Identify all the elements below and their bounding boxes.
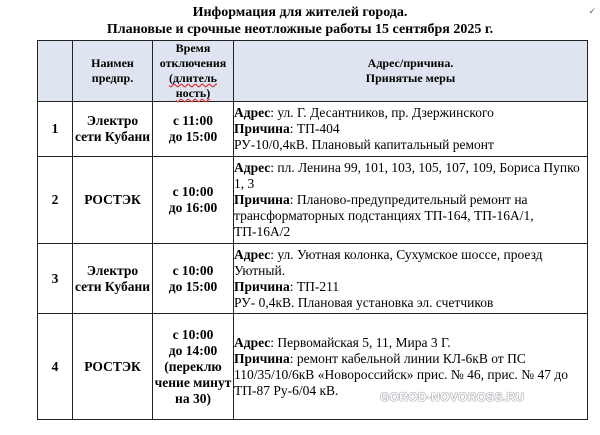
row-outage-time xyxy=(153,314,234,420)
address-text: : ул. Уютная колонка, Сухумское шоссе, проезд Уютный. xyxy=(234,246,543,278)
address-label: Адрес xyxy=(234,160,271,175)
reason-label: Причина xyxy=(234,121,290,136)
time-header-line3: (длитель ность) xyxy=(168,71,217,100)
row-organization: Электро сети Кубани xyxy=(73,102,153,157)
time-extra: (переклю чение минут на 30) xyxy=(154,358,232,406)
row-details xyxy=(234,102,588,157)
time-to: до 16:00 xyxy=(168,200,218,215)
row-number: 3 xyxy=(38,244,73,314)
details-header-line2: Принятые меры xyxy=(365,71,456,85)
time-to: до 15:00 xyxy=(168,129,218,144)
time-to: до 14:00 xyxy=(168,342,218,358)
row-details xyxy=(234,244,588,314)
row-details xyxy=(234,157,588,244)
measures-text: РУ- 0,4кВ. Плановая установка эл. счетчиков xyxy=(234,294,494,310)
row-organization: РОСТЭК xyxy=(73,314,153,420)
reason-label: Причина xyxy=(234,192,290,207)
table-row xyxy=(38,102,588,157)
address-label: Адрес xyxy=(234,105,271,120)
row-outage-time xyxy=(153,157,234,244)
corner-checkmark-icon: ✓ xyxy=(588,6,596,16)
works-table xyxy=(37,40,588,420)
header-subtitle: Плановые и срочные неотложные работы 15 сентября 2025 г. xyxy=(106,22,494,37)
time-to: до 15:00 xyxy=(168,278,218,294)
time-from: с 10:00 xyxy=(172,184,214,199)
time-from: с 10:00 xyxy=(172,262,214,278)
table-row xyxy=(38,244,588,314)
reason-label: Причина xyxy=(234,350,290,366)
row-organization: РОСТЭК xyxy=(73,157,153,244)
address-text: : пл. Ленина 99, 101, 103, 105, 107, 109, Бориса Пупко 1, 3 xyxy=(234,160,580,191)
row-outage-time xyxy=(153,102,234,157)
details-header-line1: Адрес/причина. xyxy=(367,56,454,70)
row-number: 1 xyxy=(38,102,73,157)
table-header-row xyxy=(38,41,588,102)
column-header-details xyxy=(234,41,588,102)
time-from: с 10:00 xyxy=(172,326,214,342)
measures-text: РУ-10/0,4кВ. Плановый капитальный ремонт xyxy=(234,137,494,152)
address-text: : ул. Г. Десантников, пр. Дзержинского xyxy=(270,105,494,120)
document-header xyxy=(0,4,600,38)
reason-text: : ремонт кабельной линии КЛ-6кВ от ПС 110/35/10/6кВ «Новороссийск» прис. № 46, прис. № 47 до ТП-87 Ру-6/04 кВ. xyxy=(234,350,569,398)
column-header-organization: Наимен предпр. xyxy=(73,41,153,102)
row-number: 4 xyxy=(38,314,73,420)
time-header-line2: отключения xyxy=(159,56,227,70)
row-number: 2 xyxy=(38,157,73,244)
reason-text: : ТП-211 xyxy=(289,278,340,294)
reason-text: : ТП-404 xyxy=(289,121,340,136)
site-watermark: GOROD-NOVOROSS.RU xyxy=(380,390,525,404)
reason-label: Причина xyxy=(234,278,290,294)
address-label: Адрес xyxy=(234,334,271,350)
column-header-number xyxy=(38,41,73,102)
reason-text: : Планово-предупредительный ремонт на трансформаторных подстанциях ТП-164, ТП-16А/1, ТП-16А/2 xyxy=(234,192,534,239)
row-organization: Электро сети Кубани xyxy=(73,244,153,314)
address-text: : Первомайская 5, 11, Мира 3 Г. xyxy=(270,334,451,350)
time-from: с 11:00 xyxy=(172,113,214,128)
column-header-outage-time xyxy=(153,41,234,102)
address-label: Адрес xyxy=(234,246,271,262)
row-outage-time xyxy=(153,244,234,314)
header-title: Информация для жителей города. xyxy=(192,5,408,20)
time-header-line1: Время xyxy=(175,41,211,55)
table-row xyxy=(38,157,588,244)
